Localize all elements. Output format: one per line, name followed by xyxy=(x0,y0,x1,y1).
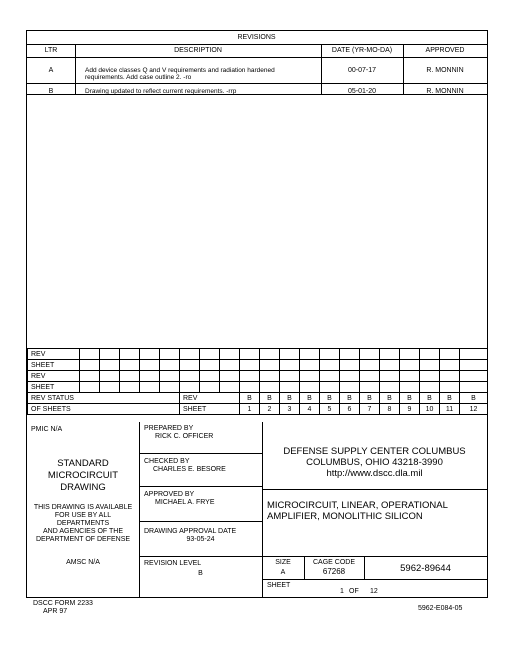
rev-cell: B xyxy=(360,393,380,404)
drawing-title-line-1: MICROCIRCUIT, LINEAR, OPERATIONAL xyxy=(267,500,448,511)
rev-row-a-date: 00-07-17 xyxy=(347,67,377,74)
sheet-cell: 11 xyxy=(440,404,460,415)
checked-by-name: CHARLES E. BESORE xyxy=(153,466,226,473)
size-value: A xyxy=(280,569,286,576)
rev-cell: B xyxy=(320,393,340,404)
sheet-cell: 4 xyxy=(300,404,320,415)
sheet-total: 12 xyxy=(370,588,378,595)
of-sheets-label: OF SHEETS xyxy=(28,404,180,415)
rev-cell: B xyxy=(440,393,460,404)
approved-by-label: APPROVED BY xyxy=(144,491,195,498)
standard-line-1: STANDARD xyxy=(57,458,109,469)
rule xyxy=(139,453,262,454)
rev-row-a-ltr: A xyxy=(48,67,54,74)
rev-row-b-date: 05-01-20 xyxy=(347,88,377,95)
cage-code-value: 67268 xyxy=(322,567,346,576)
rev-row-a-desc-2: requirements. Add case outline 2. -ro xyxy=(85,74,192,81)
availability-line-2: FOR USE BY ALL xyxy=(54,512,112,519)
prepared-by-name: RICK C. OFFICER xyxy=(155,433,214,440)
rev-row-b-desc-1: Drawing updated to reflect current requirements. -rrp xyxy=(85,88,237,95)
rule xyxy=(262,489,487,490)
standard-line-3: DRAWING xyxy=(60,482,106,493)
approved-by-name: MICHAEL A. FRYE xyxy=(155,499,215,506)
grid-row-sheet xyxy=(28,360,488,371)
grid-row-of-sheets xyxy=(28,404,488,415)
rule xyxy=(139,556,487,557)
size-label: SIZE xyxy=(275,559,291,566)
grid-row-rev-status xyxy=(28,393,488,404)
grid-rev-label: REV xyxy=(28,349,80,360)
amsc: AMSC N/A xyxy=(66,559,100,566)
rev-cell: B xyxy=(280,393,300,404)
rev-cell: B xyxy=(260,393,280,404)
agency-line-1: DEFENSE SUPPLY CENTER COLUMBUS xyxy=(283,446,466,457)
rule xyxy=(75,44,76,94)
rule xyxy=(27,83,487,84)
form-number: DSCC FORM 2233 xyxy=(33,600,93,607)
availability-line-4: AND AGENCIES OF THE xyxy=(43,528,123,535)
rev-status-label: REV STATUS xyxy=(28,393,180,404)
col-header-description: DESCRIPTION xyxy=(174,47,222,54)
grid-sheet-label-2: SHEET xyxy=(28,382,80,393)
agency-line-2: COLUMBUS, OHIO 43218-3990 xyxy=(306,457,443,468)
rev-cell: B xyxy=(300,393,320,404)
drawing-title-line-2: AMPLIFIER, MONOLITHIC SILICON xyxy=(267,511,423,522)
revision-level-label: REVISION LEVEL xyxy=(144,560,202,567)
checked-by-label: CHECKED BY xyxy=(144,458,190,465)
rev-cell: B xyxy=(340,393,360,404)
rev-cell: B xyxy=(400,393,420,404)
sheet-label: SHEET xyxy=(267,582,291,589)
form-date: APR 97 xyxy=(43,608,68,615)
col-header-date: DATE (YR-MO-DA) xyxy=(331,47,393,54)
sheet-cell: 2 xyxy=(260,404,280,415)
rule xyxy=(27,57,487,58)
grid-row-sheet-2 xyxy=(28,382,488,393)
rev-row-a-desc-1: Add device classes Q and V requirements and radiation hardened xyxy=(85,67,275,74)
col-header-approved: APPROVED xyxy=(425,47,465,54)
agency-url: http://www.dscc.dla.mil xyxy=(326,468,423,479)
rev-cell: B xyxy=(380,393,400,404)
rev-cell: B xyxy=(420,393,440,404)
standard-line-2: MICROCIRCUIT xyxy=(47,470,119,481)
cage-code-label: CAGE CODE xyxy=(312,559,355,566)
pmic: PMIC N/A xyxy=(31,426,63,433)
sheet-cell: 6 xyxy=(340,404,360,415)
grid-row-rev-2 xyxy=(28,371,488,382)
form-code: 5962-E084-05 xyxy=(418,605,463,612)
approval-date: 93-05-24 xyxy=(186,536,215,543)
rule xyxy=(139,486,262,487)
sheet-cell: 3 xyxy=(280,404,300,415)
rev-cell: B xyxy=(240,393,260,404)
rule xyxy=(262,579,487,580)
drawing-frame xyxy=(26,30,488,598)
sheet-number: 1 xyxy=(340,588,344,595)
rev-row-b-ltr: B xyxy=(48,88,54,95)
availability-line-5: DEPARTMENT OF DEFENSE xyxy=(35,536,131,543)
revision-level: B xyxy=(198,570,203,577)
sheet-cell: 7 xyxy=(360,404,380,415)
col-header-ltr: LTR xyxy=(44,47,58,54)
rev-row-b-approved: R. MONNIN xyxy=(426,88,464,95)
sheet-cell: 12 xyxy=(460,404,488,415)
sheet-cell: 5 xyxy=(320,404,340,415)
rule xyxy=(139,521,262,522)
prepared-by-label: PREPARED BY xyxy=(144,425,194,432)
drawing-number: 5962-89644 xyxy=(400,563,451,574)
sheet-of-label: OF xyxy=(349,588,359,595)
sheet-cell: 10 xyxy=(420,404,440,415)
availability-line-3: DEPARTMENTS xyxy=(56,520,110,527)
approval-date-label: DRAWING APPROVAL DATE xyxy=(144,528,237,535)
rule xyxy=(27,44,487,45)
rev-status-rev-label: REV xyxy=(180,393,240,404)
availability-line-1: THIS DRAWING IS AVAILABLE xyxy=(33,504,133,511)
rev-cell: B xyxy=(460,393,488,404)
grid-row-rev xyxy=(28,349,488,360)
sheet-cell: 9 xyxy=(400,404,420,415)
rev-row-a-approved: R. MONNIN xyxy=(426,67,464,74)
sheet-cell: 1 xyxy=(240,404,260,415)
grid-rev-label-2: REV xyxy=(28,371,80,382)
revision-status-grid xyxy=(27,348,488,415)
of-sheets-sheet-label: SHEET xyxy=(180,404,240,415)
grid-sheet-label: SHEET xyxy=(28,360,80,371)
revisions-title: REVISIONS xyxy=(237,34,276,41)
sheet-cell: 8 xyxy=(380,404,400,415)
rule xyxy=(27,94,487,95)
